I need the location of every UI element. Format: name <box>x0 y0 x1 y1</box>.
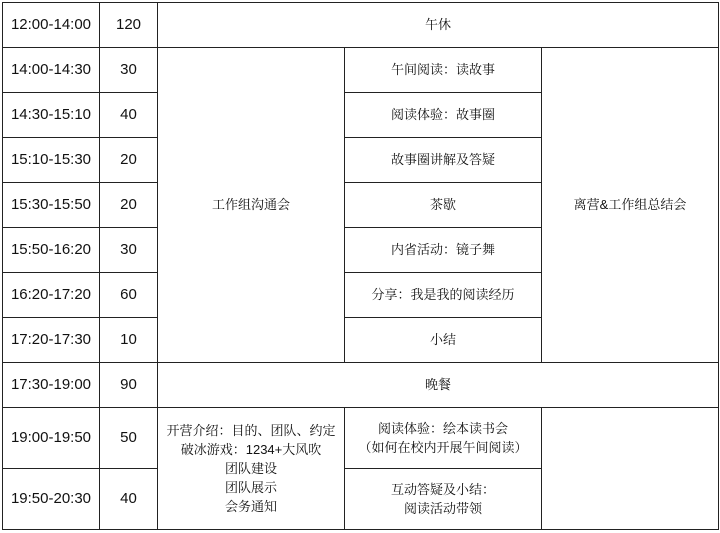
duration-cell: 40 <box>100 93 158 138</box>
agenda-line: 开营介绍：目的、团队、约定 <box>166 423 336 438</box>
activity-line: （如何在校内开展午间阅读） <box>358 440 528 455</box>
duration-cell: 90 <box>100 363 158 408</box>
activity-line: 互动答疑及小结： <box>390 482 495 497</box>
duration-cell: 20 <box>100 138 158 183</box>
time-cell: 14:00-14:30 <box>3 48 100 93</box>
table-row <box>3 363 719 408</box>
qa-summary-cell <box>345 469 542 530</box>
duration-cell: 50 <box>100 408 158 469</box>
time-cell: 15:30-15:50 <box>3 183 100 228</box>
activity-line: 阅读体验：绘本读书会 <box>377 421 508 436</box>
table-row <box>3 48 719 93</box>
time-cell: 17:20-17:30 <box>3 318 100 363</box>
time-cell: 19:00-19:50 <box>3 408 100 469</box>
dinner-cell: 晚餐 <box>158 363 719 408</box>
duration-cell: 10 <box>100 318 158 363</box>
duration-cell: 120 <box>100 3 158 48</box>
activity-cell: 茶歇 <box>345 183 542 228</box>
table-row <box>3 408 719 469</box>
time-cell: 19:50-20:30 <box>3 469 100 530</box>
activity-cell: 分享：我是我的阅读经历 <box>345 273 542 318</box>
opening-agenda-cell <box>158 408 345 530</box>
activity-line: 阅读活动带领 <box>403 501 482 516</box>
agenda-line: 破冰游戏：1234+大风吹 <box>180 442 322 457</box>
time-cell: 15:50-16:20 <box>3 228 100 273</box>
table-row <box>3 3 719 48</box>
lunch-break-cell: 午休 <box>158 3 719 48</box>
empty-cell <box>542 408 719 530</box>
agenda-line: 团队展示 <box>224 480 277 495</box>
schedule-table <box>2 2 719 530</box>
time-cell: 14:30-15:10 <box>3 93 100 138</box>
duration-cell: 30 <box>100 48 158 93</box>
working-group-meeting-cell: 工作组沟通会 <box>158 48 345 363</box>
agenda-line: 团队建设 <box>224 461 277 476</box>
time-cell: 16:20-17:20 <box>3 273 100 318</box>
time-cell: 17:30-19:00 <box>3 363 100 408</box>
activity-cell: 阅读体验：故事圈 <box>345 93 542 138</box>
duration-cell: 40 <box>100 469 158 530</box>
duration-cell: 30 <box>100 228 158 273</box>
duration-cell: 20 <box>100 183 158 228</box>
activity-cell: 午间阅读：读故事 <box>345 48 542 93</box>
picture-book-reading-cell <box>345 408 542 469</box>
time-cell: 12:00-14:00 <box>3 3 100 48</box>
activity-cell: 小结 <box>345 318 542 363</box>
activity-cell: 故事圈讲解及答疑 <box>345 138 542 183</box>
departure-summary-cell: 离营&工作组总结会 <box>542 48 719 363</box>
duration-cell: 60 <box>100 273 158 318</box>
agenda-line: 会务通知 <box>224 499 277 514</box>
activity-cell: 内省活动：镜子舞 <box>345 228 542 273</box>
time-cell: 15:10-15:30 <box>3 138 100 183</box>
